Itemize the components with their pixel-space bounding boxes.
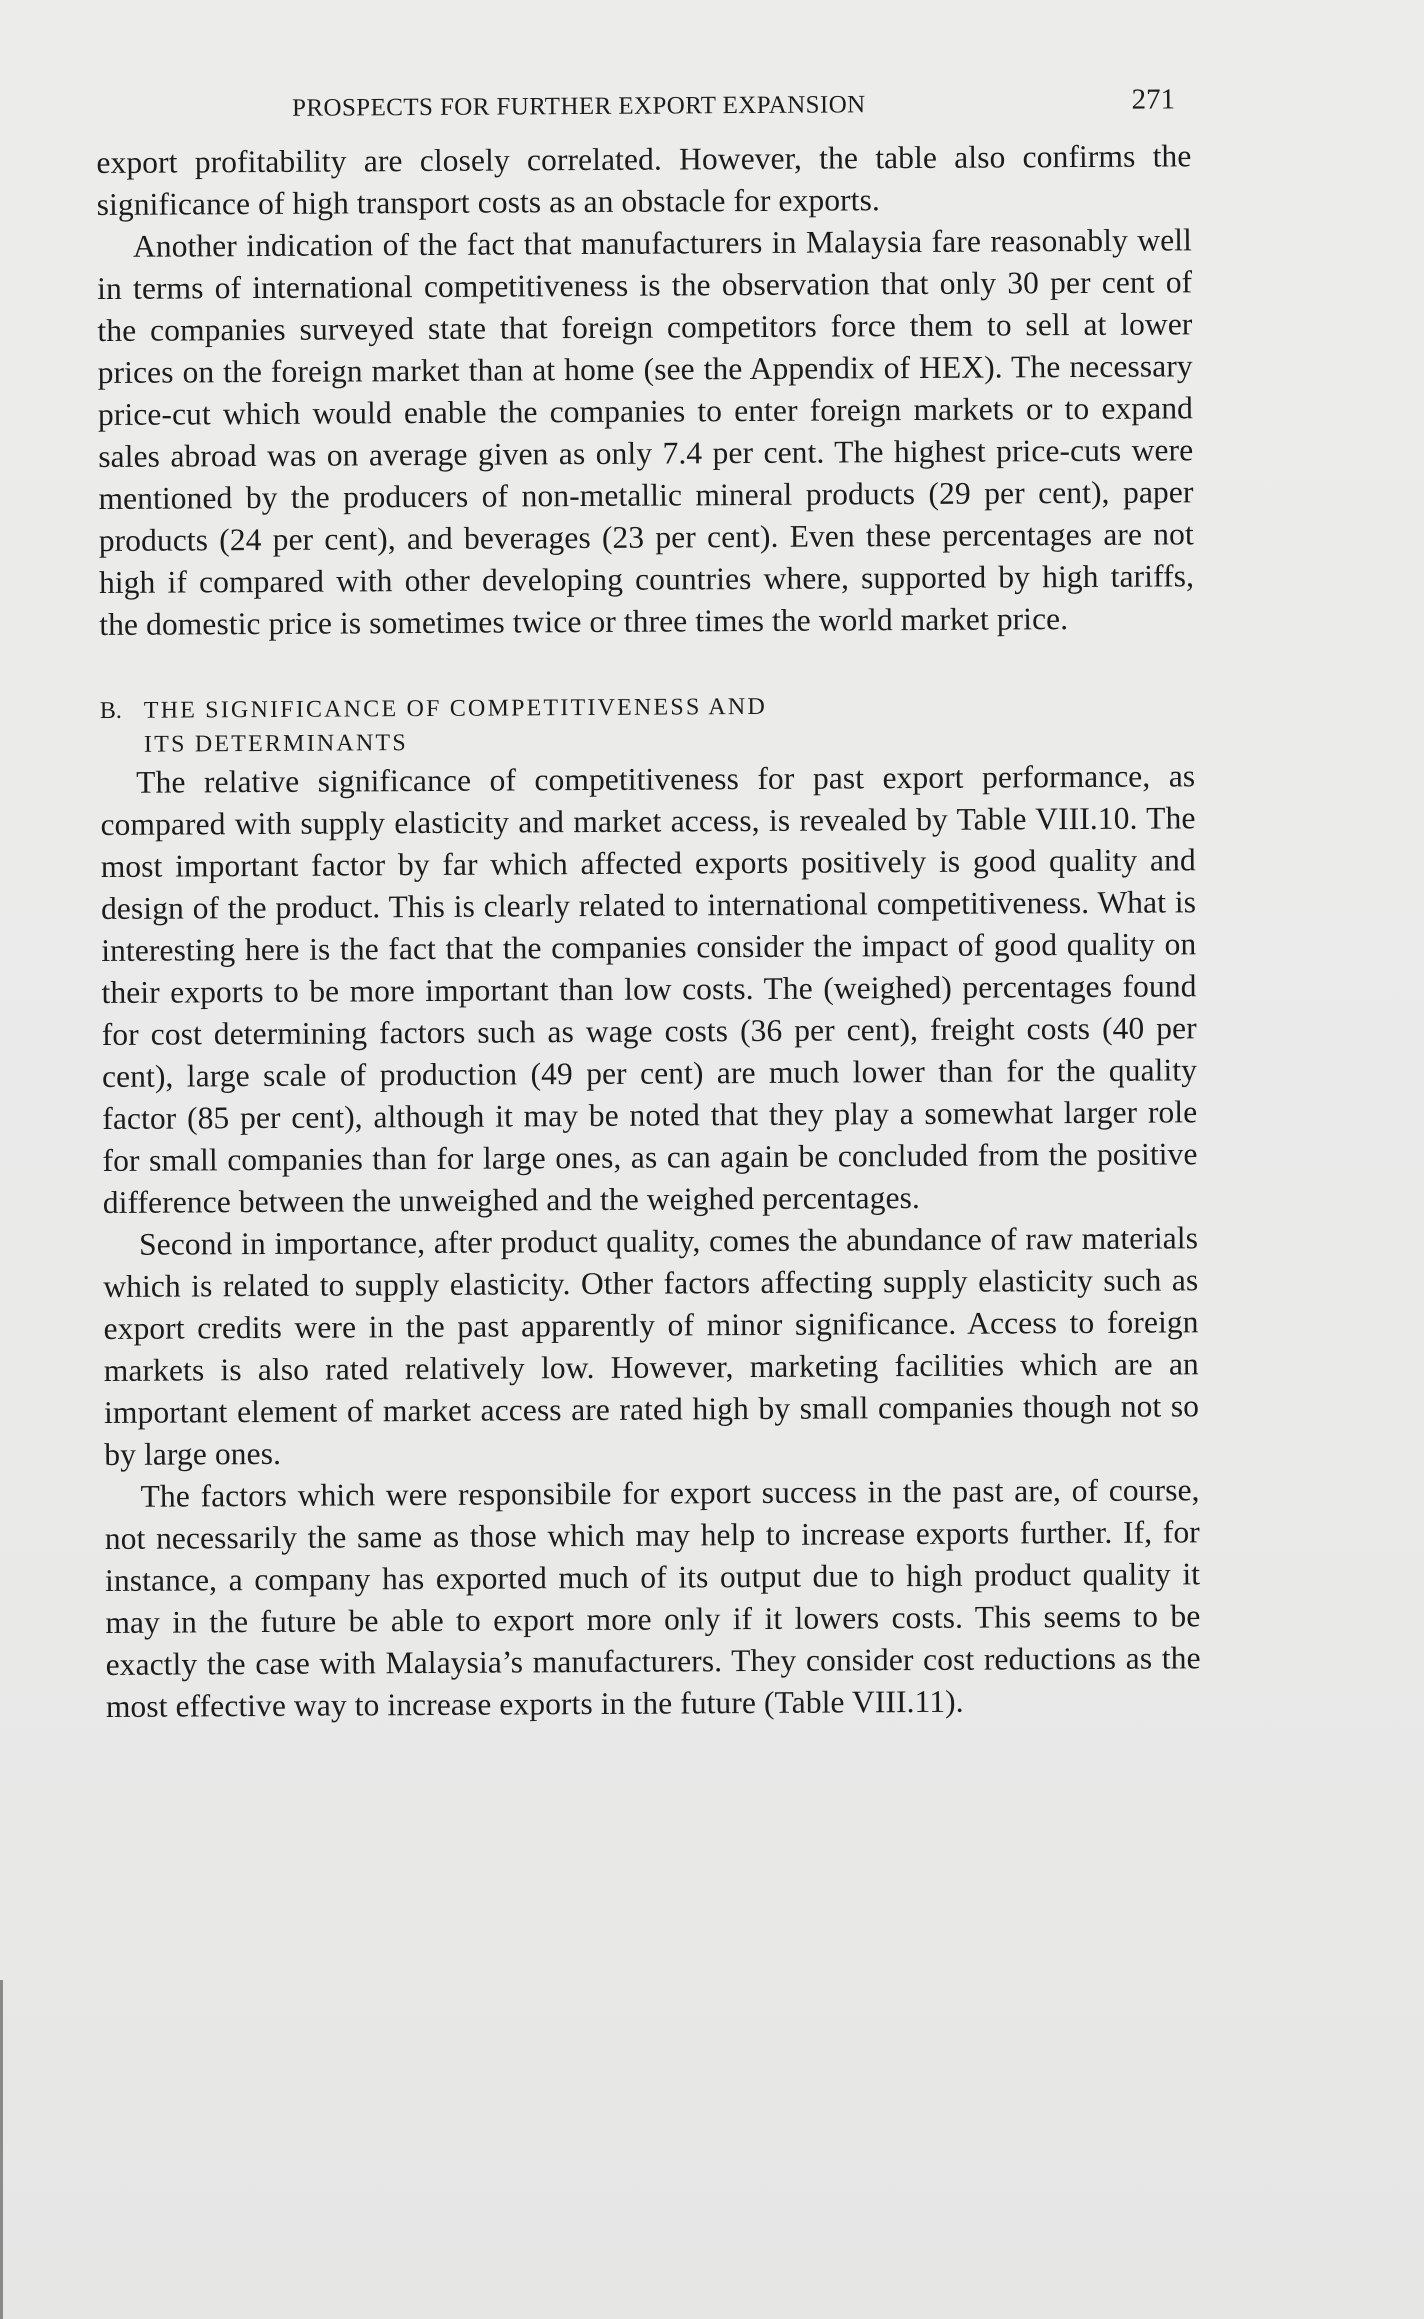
running-head: [96, 81, 1191, 130]
paragraph-relative-significance: The relative significance of competitiveness for past export performance, as compared with supply elasticity and market access, is revealed by Table VIII.10. The most important factor by far which affected exports positively is good quality and design of the product. This is clearly related to international competitiveness. What is interesting here is the fact that the companies consider the impact of good quality on their exports to be more important than low costs. The (weighed) percentages found for cost determining factors such as wage costs (36 per cent), freight costs (40 per cent), large scale of production (49 per cent) are much lower than for the quality factor (85 per cent), although it may be noted that they play a somewhat larger role for small companies than for large ones, as can again be concluded from the positive difference between the unweighed and the weighed percentages.: [100, 758, 1198, 1220]
paragraph-continued: export profitability are closely correlated. However, the table also confirms the significance of high transport costs as an obstacle for exports.: [96, 138, 1192, 222]
running-head-title: PROSPECTS FOR FURTHER EXPORT EXPANSION: [292, 91, 866, 122]
section-heading-line1: THE SIGNIFICANCE OF COMPETITIVENESS AND: [143, 693, 768, 724]
paragraph-second-importance: Second in importance, after product quality, comes the abundance of raw materials which is related to supply elasticity. Other factors affecting supply elasticity such as export credits were in the past apparently of minor significance. Access to foreign markets is also rated relatively low. However, marketing facilities which are an important element of market access are rated high by small companies though not so by large ones.: [103, 1220, 1200, 1472]
page-content: [96, 81, 1201, 1728]
section-label: B.: [99, 697, 122, 724]
paragraph-future-factors: The factors which were responsibile for export success in the past are, of course, not necessarily the same as those which may help to increase exports further. If, for instance, a company has exported much of its output due to high product quality it may in the future be able to export more only if it lowers costs. This seems to be exactly the case with Malaysia’s manufacturers. They consider cost reductions as the most effective way to increase exports in the future (Table VIII.11).: [104, 1472, 1201, 1724]
section-heading: [100, 687, 1195, 762]
section-heading-line2: ITS DETERMINANTS: [143, 730, 408, 758]
page-edge-shadow: [0, 1980, 3, 2319]
paragraph-price-cuts: Another indication of the fact that manufacturers in Malaysia fare reasonably well in terms of international competitiveness is the observation that only 30 per cent of the companies surveyed state that foreign competitors force them to sell at lower prices on the foreign market than at home (see the Appendix of HEX). The necessary price-cut which would enable the companies to enter foreign markets or to expand sales abroad was on average given as only 7.4 per cent. The highest price-cuts were mentioned by the producers of non-metallic mineral products (29 per cent), paper products (24 per cent), and beverages (23 per cent). Even these percentages are not high if compared with other developing countries where, supported by high tariffs, the domestic price is sometimes twice or three times the world market price.: [97, 222, 1195, 642]
page-number: 271: [1131, 83, 1176, 116]
